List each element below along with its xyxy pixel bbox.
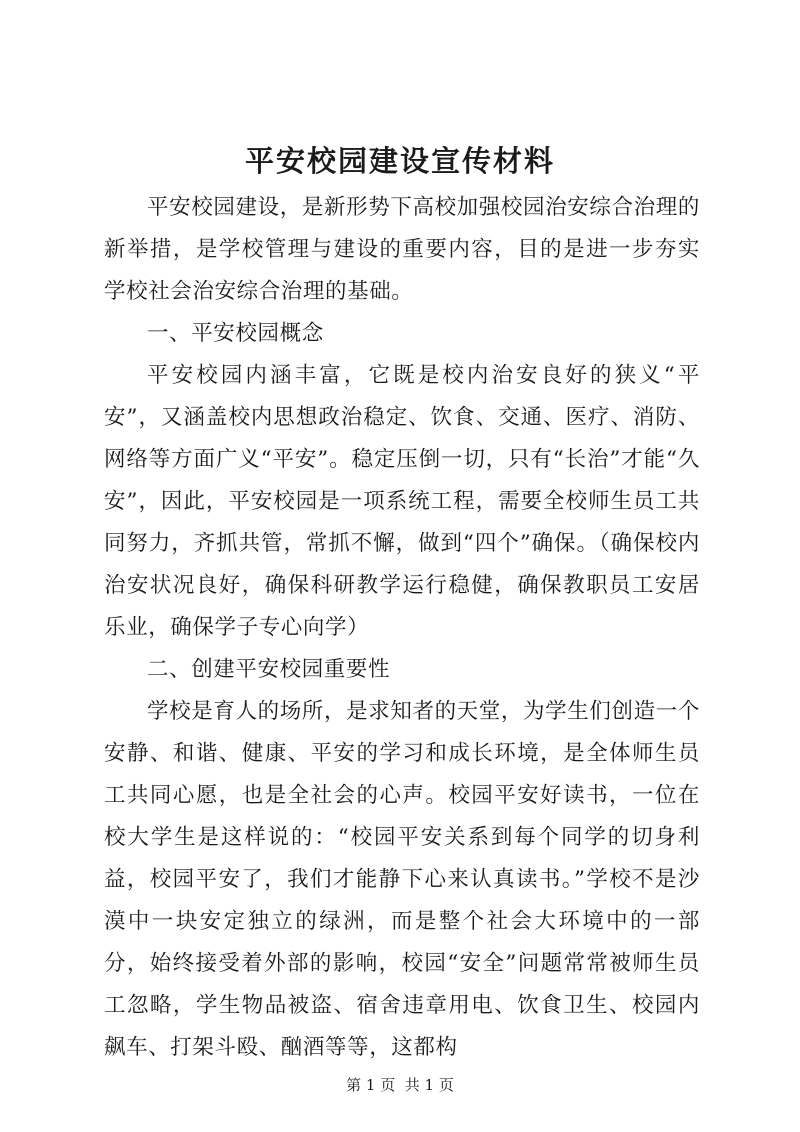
section-2-paragraph: 学校是育人的场所，是求知者的天堂，为学生们创造一个安静、和谐、健康、平安的学习和成长环境，是全体师生员工共同心愿，也是全社会的心声。校园平安好读书，一位在校大学生是这样说的：“校园平安关系到每个同学的切身利益，校园平安了，我们才能静下心来认真读书。”学校不是沙漠中一块安定独立的绿洲，而是整个社会大环境中的一部分，始终接受着外部的影响，校园“安全”问题常常被师生员工忽略，学生物品被盗、宿舍违章用电、饮食卫生、校园内飙车、打架斗殴、酗酒等等，这都构 (104, 699, 700, 1060)
page-footer (0, 1075, 800, 1095)
page-number: 第 1 页 (346, 1076, 396, 1094)
intro-paragraph: 平安校园建设，是新形势下高校加强校园治安综合治理的新举措，是学校管理与建设的重要内容，目的是进一步夯实学校社会治安综合治理的基础。 (104, 195, 700, 304)
document-body (104, 187, 700, 1069)
section-1-paragraph: 平安校园内涵丰富，它既是校内治安良好的狭义“平安”，又涵盖校内思想政治稳定、饮食、交通、医疗、消防、网络等方面广义“平安”。稳定压倒一切，只有“长治”才能“久安”，因此，平安校园是一项系统工程，需要全校师生员工共同努力，齐抓共管，常抓不懈，做到“四个”确保。（确保校内治安状况良好，确保科研教学运行稳健，确保教职员工安居乐业，确保学子专心向学） (104, 363, 700, 640)
section-heading-2: 二、创建平安校园重要性 (147, 657, 391, 682)
document-title: 平安校园建设宣传材料 (244, 144, 555, 178)
section-heading-1: 一、平安校园概念 (147, 321, 324, 346)
page-total: 共 1 页 (404, 1076, 454, 1094)
